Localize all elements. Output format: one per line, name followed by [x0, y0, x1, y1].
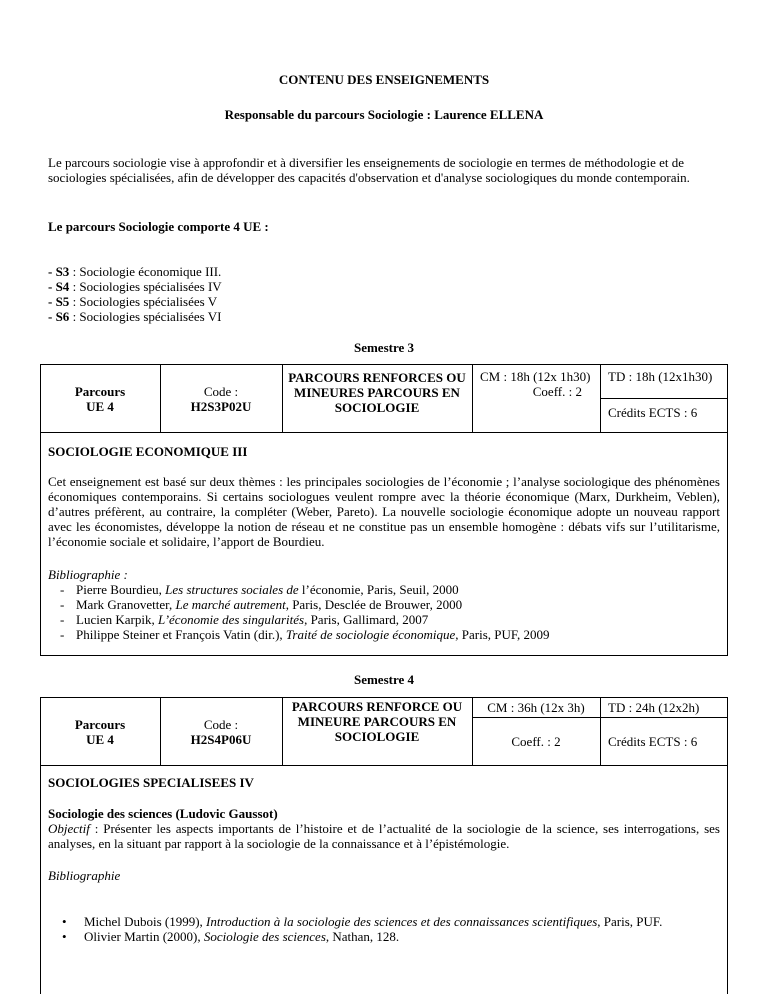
sem3-code-cell: Code : H2S3P02U: [190, 384, 252, 414]
intro-paragraph: Le parcours sociologie vise à approfondir et à diversifier les enseignements de sociologie en termes de méthodologie et de sociologies spécialisées, afin de développer des capacités d'observation et d'analyse sociologiques du monde contemporain.: [48, 155, 690, 185]
sem4-type-cell: PARCOURS RENFORCE OU MINEURE PARCOURS EN SOCIOLOGIE: [291, 699, 463, 744]
sem4-subtitle: Sociologie des sciences (Ludovic Gaussot): [48, 806, 278, 821]
sem4-parcours-cell: Parcours UE 4: [74, 717, 126, 747]
ue-heading: Le parcours Sociologie comporte 4 UE :: [48, 219, 269, 234]
sem3-td-cell: TD : 18h (12x1h30): [608, 369, 713, 384]
sem3-course-title: SOCIOLOGIE ECONOMIQUE III: [48, 444, 248, 459]
biblio-item: • Michel Dubois (1999), Introduction à la sociologie des sciences et des connaissances scientifiques, Paris, PUF.: [48, 914, 718, 929]
sem4-coeff-cell: Coeff. : 2: [511, 734, 561, 749]
sem3-biblio-label: Bibliographie :: [48, 567, 128, 582]
responsable-line: Responsable du parcours Sociologie : Laurence ELLENA: [224, 107, 544, 122]
sem3-description: Cet enseignement est basé sur deux thèmes : les principales sociologies de l’économie ; l’analyse sociologique des phénomènes économiques contemporains. Si certains sociologues veulent rompre avec la théorie économique (Marx, Durkheim, Veblen), d’autres préfèrent, au contraire, la compléter (Weber, Pareto). La nouvelle sociologie économique adopte un nouveau rapport avec les économistes, développe la notion de réseau et ne constitue pas un ensemble homogène : débats vifs sur l’utilitarisme, l’économie sociale et solidaire, l’apport de Bourdieu.: [48, 474, 720, 549]
sem3-cm-cell: CM : 18h (12x 1h30) Coeff. : 2: [480, 369, 591, 399]
sem4-td-cell: TD : 24h (12x2h): [608, 700, 700, 715]
sem3-biblio-list: [48, 582, 718, 642]
sem4-code-cell: Code : H2S4P06U: [190, 717, 252, 747]
ue-list-item: - S4 : Sociologies spécialisées IV: [48, 279, 222, 294]
ue-list-item: - S5 : Sociologies spécialisées V: [48, 294, 218, 309]
sem4-course-title: SOCIOLOGIES SPECIALISEES IV: [48, 775, 254, 790]
ue-list-item: - S6 : Sociologies spécialisées VI: [48, 309, 222, 324]
sem4-cm-cell: CM : 36h (12x 3h): [487, 700, 585, 715]
ue-list-item: - S3 : Sociologie économique III.: [48, 264, 222, 279]
biblio-item: - Philippe Steiner et François Vatin (dir.), Traité de sociologie économique, Paris, PUF, 2009: [48, 627, 718, 642]
sem3-parcours-cell: Parcours UE 4: [74, 384, 126, 414]
ue-list: [48, 264, 222, 324]
sem4-biblio-list: [48, 914, 718, 944]
semestre-4-heading: Semestre 4: [353, 672, 415, 687]
biblio-item: • Olivier Martin (2000), Sociologie des sciences, Nathan, 128.: [48, 929, 718, 944]
semestre-3-heading: Semestre 3: [353, 340, 415, 355]
biblio-item: - Mark Granovetter, Le marché autrement, Paris, Desclée de Brouwer, 2000: [48, 597, 718, 612]
sem3-type-cell: PARCOURS RENFORCES OU MINEURES PARCOURS EN SOCIOLOGIE: [288, 370, 466, 415]
sem3-ects-cell: Crédits ECTS : 6: [608, 405, 698, 420]
biblio-item: - Pierre Bourdieu, Les structures sociales de l’économie, Paris, Seuil, 2000: [48, 582, 718, 597]
sem4-ects-cell: Crédits ECTS : 6: [608, 734, 698, 749]
sem4-objectif: Objectif : Présenter les aspects importants de l’histoire et de l’actualité de la sociologie de la science, ses interrogations, ses analyses, en la situant par rapport à la sociologie de la connaissance et à l’épistémologie.: [48, 821, 720, 851]
sem4-biblio-label: Bibliographie: [48, 868, 121, 883]
page-title: CONTENU DES ENSEIGNEMENTS: [278, 72, 490, 87]
biblio-item: - Lucien Karpik, L’économie des singularités, Paris, Gallimard, 2007: [48, 612, 718, 627]
